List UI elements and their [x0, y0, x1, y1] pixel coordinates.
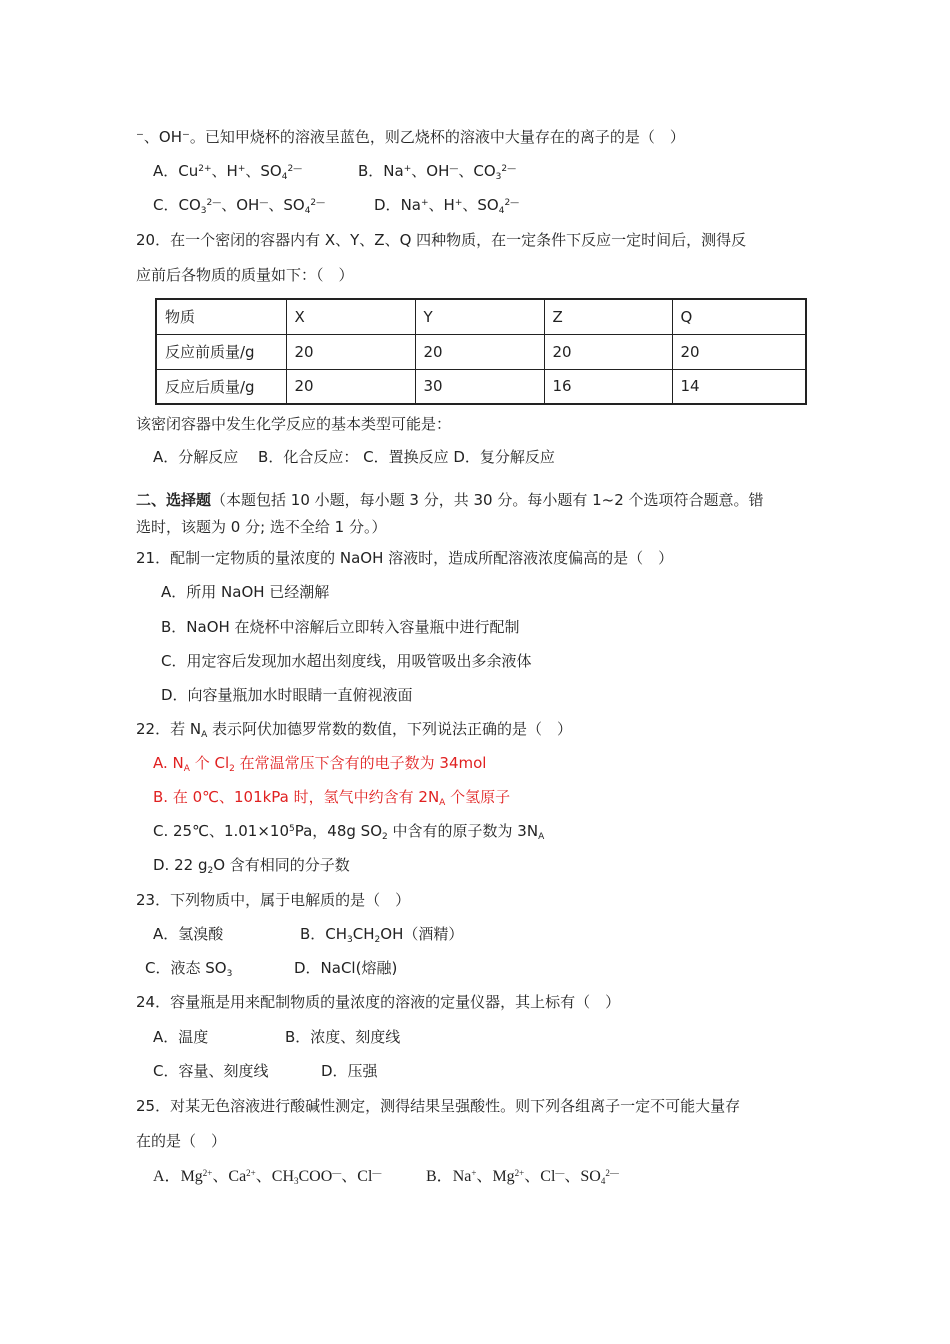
table-header-row [156, 299, 806, 334]
q23-stem: 23．下列物质中，属于电解质的是（ ） [136, 891, 411, 909]
q20-after-table: 该密闭容器中发生化学反应的基本类型可能是： [136, 415, 452, 433]
q25-option-a: A．$Mg^{2+}$、$Ca^{2+}$、$CH_3COO^—$、Cl— [153, 1168, 382, 1186]
table-cell: 20 [672, 334, 806, 369]
table-cell: Z [544, 299, 672, 334]
q19-option-a: A．$Cu^{2+}$、H+、$SO_4^{2—}$ [153, 162, 303, 182]
q19-option-c: C．$CO_3^{2—}$、OH—、$SO_4^{2—}$ [153, 196, 326, 216]
table-row [156, 334, 806, 369]
q23-option-b: B．$CH_3CH_2OH$（酒精） [300, 925, 464, 945]
table-cell: 20 [415, 334, 544, 369]
q20-stem-line1: 20．在一个密闭的容器内有 X、Y、Z、Q 四种物质，在一定条件下反应一定时间后，测得反 [136, 231, 747, 249]
q19-option-d: D．Na+、H+、$SO_4^{2—}$ [374, 196, 520, 216]
q25-stem-line1: 25．对某无色溶液进行酸碱性测定，测得结果呈强酸性。则下列各组离子一定不可能大量存 [136, 1097, 741, 1115]
q25-stem-line2: 在的是（ ） [136, 1132, 227, 1150]
q25-option-b: B．Na+、$Mg^{2+}$、Cl—、$SO_4^{2—}$ [426, 1168, 619, 1186]
table-cell: 14 [672, 369, 806, 404]
q19-option-b: B．Na+、OH—、$CO_3^{2—}$ [358, 162, 517, 182]
q21-option-b: B．NaOH 在烧杯中溶解后立即转入容量瓶中进行配制 [161, 618, 520, 636]
q23-option-d: D．NaCl(熔融) [294, 959, 398, 977]
table-cell: 30 [415, 369, 544, 404]
q24-option-a: A．温度 [153, 1028, 209, 1046]
q22-option-d: D. 22 $g_2O$ 含有相同的分子数 [153, 856, 350, 876]
q21-option-a: A．所用 NaOH 已经潮解 [161, 583, 330, 601]
q23-option-a: A．氢溴酸 [153, 925, 224, 943]
q23-option-c: C．液态 $SO_3$ [145, 959, 233, 979]
q22-option-c: C. 25℃、$1.01\times 10^5Pa$，48g $SO_2$ 中含有的原子数为 $3N_A$ [153, 822, 545, 842]
q24-option-b: B．浓度、刻度线 [285, 1028, 401, 1046]
table-cell: Q [672, 299, 806, 334]
table-cell: 20 [286, 369, 415, 404]
mass-table [155, 298, 807, 405]
q22-option-a: A. $N_A$ 个 $Cl_2$ 在常温常压下含有的电子数为 34mol [153, 754, 487, 774]
q21-option-d: D．向容量瓶加水时眼睛一直俯视液面 [161, 686, 413, 704]
table-cell: 20 [286, 334, 415, 369]
q19-continuation: ⁻、OH⁻。已知甲烧杯的溶液呈蓝色，则乙烧杯的溶液中大量存在的离子的是（ ） [136, 128, 685, 146]
table-row [156, 369, 806, 404]
q24-stem: 24．容量瓶是用来配制物质的量浓度的溶液的定量仪器，其上标有（ ） [136, 993, 621, 1011]
q20-stem-line2: 应前后各物质的质量如下：（ ） [136, 266, 354, 284]
table-cell: 16 [544, 369, 672, 404]
q21-stem: 21．配制一定物质的量浓度的 NaOH 溶液时，造成所配溶液浓度偏高的是（ ） [136, 549, 674, 567]
section-desc-line2: 选时，该题为 0 分; 选不全给 1 分。） [136, 518, 387, 536]
q21-option-c: C．用定容后发现加水超出刻度线，用吸管吸出多余液体 [161, 652, 532, 670]
q22-option-b: B. 在 0℃、101kPa 时，氢气中约含有 $2N_A$ 个氢原子 [153, 788, 511, 808]
section-heading: 二、选择题（本题包括 10 小题，每小题 3 分，共 30 分。每小题有 1~2 个选项符合题意。错 [136, 491, 764, 509]
table-cell: 20 [544, 334, 672, 369]
table-cell: 反应前质量/g [156, 334, 286, 369]
table-cell: Y [415, 299, 544, 334]
table-cell: 反应后质量/g [156, 369, 286, 404]
table-cell: 物质 [156, 299, 286, 334]
q24-option-d: D．压强 [321, 1062, 378, 1080]
table-cell: X [286, 299, 415, 334]
q22-stem: 22．若 $N_A$ 表示阿伏加德罗常数的数值，下列说法正确的是（ ） [136, 720, 573, 740]
q24-option-c: C．容量、刻度线 [153, 1062, 269, 1080]
q20-options: A．分解反应 B．化合反应： C．置换反应 D．复分解反应 [153, 448, 555, 466]
